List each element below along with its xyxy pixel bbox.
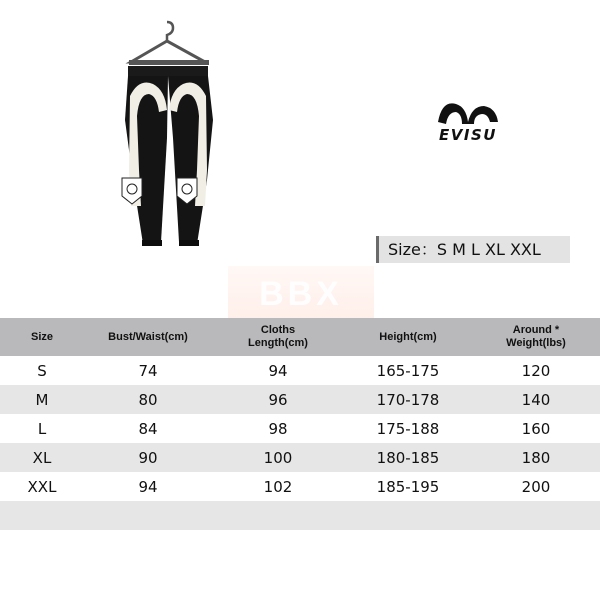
cell-size: S	[37, 361, 47, 380]
cell-cloths-length: 102	[263, 477, 293, 496]
cell-size: L	[37, 419, 47, 438]
header-height: Height(cm)	[379, 330, 437, 343]
cell-weight: 160	[521, 419, 551, 438]
cell-cloths-length: 96	[268, 390, 288, 409]
table-footer-band	[0, 501, 600, 530]
cell-height: 175-188	[376, 419, 440, 438]
table-header	[0, 318, 600, 356]
size-chart-table	[0, 318, 600, 530]
table-row	[0, 385, 600, 414]
header-weight: Around * Weight(lbs)	[506, 324, 566, 349]
table-row	[0, 414, 600, 443]
cell-weight: 140	[521, 390, 551, 409]
table-row	[0, 443, 600, 472]
cell-bust-waist: 74	[138, 361, 158, 380]
cell-height: 180-185	[376, 448, 440, 467]
product-image	[95, 20, 240, 260]
header-bust-waist: Bust/Waist(cm)	[108, 330, 188, 343]
table-row	[0, 356, 600, 385]
cell-size: XL	[32, 448, 52, 467]
pants-on-hanger-illustration	[95, 20, 240, 260]
cell-bust-waist: 80	[138, 390, 158, 409]
cell-height: 185-195	[376, 477, 440, 496]
cell-size: XXL	[27, 477, 57, 496]
table-row	[0, 472, 600, 501]
cell-height: 170-178	[376, 390, 440, 409]
header-cloths-length: Cloths Length(cm)	[248, 324, 308, 349]
cell-size: M	[35, 390, 49, 409]
cell-weight: 180	[521, 448, 551, 467]
cell-bust-waist: 90	[138, 448, 158, 467]
header-size: Size	[30, 330, 53, 343]
cell-cloths-length: 94	[268, 361, 288, 380]
brand-name: EVISU	[439, 126, 497, 144]
available-sizes-label: Size：S M L XL XXL	[376, 236, 570, 263]
cell-weight: 120	[521, 361, 551, 380]
brand-logo	[428, 92, 524, 152]
cell-height: 165-175	[376, 361, 440, 380]
watermark: BBX	[228, 266, 374, 322]
cell-bust-waist: 94	[138, 477, 158, 496]
cell-weight: 200	[521, 477, 551, 496]
cell-bust-waist: 84	[138, 419, 158, 438]
cell-cloths-length: 100	[263, 448, 293, 467]
cell-cloths-length: 98	[268, 419, 288, 438]
